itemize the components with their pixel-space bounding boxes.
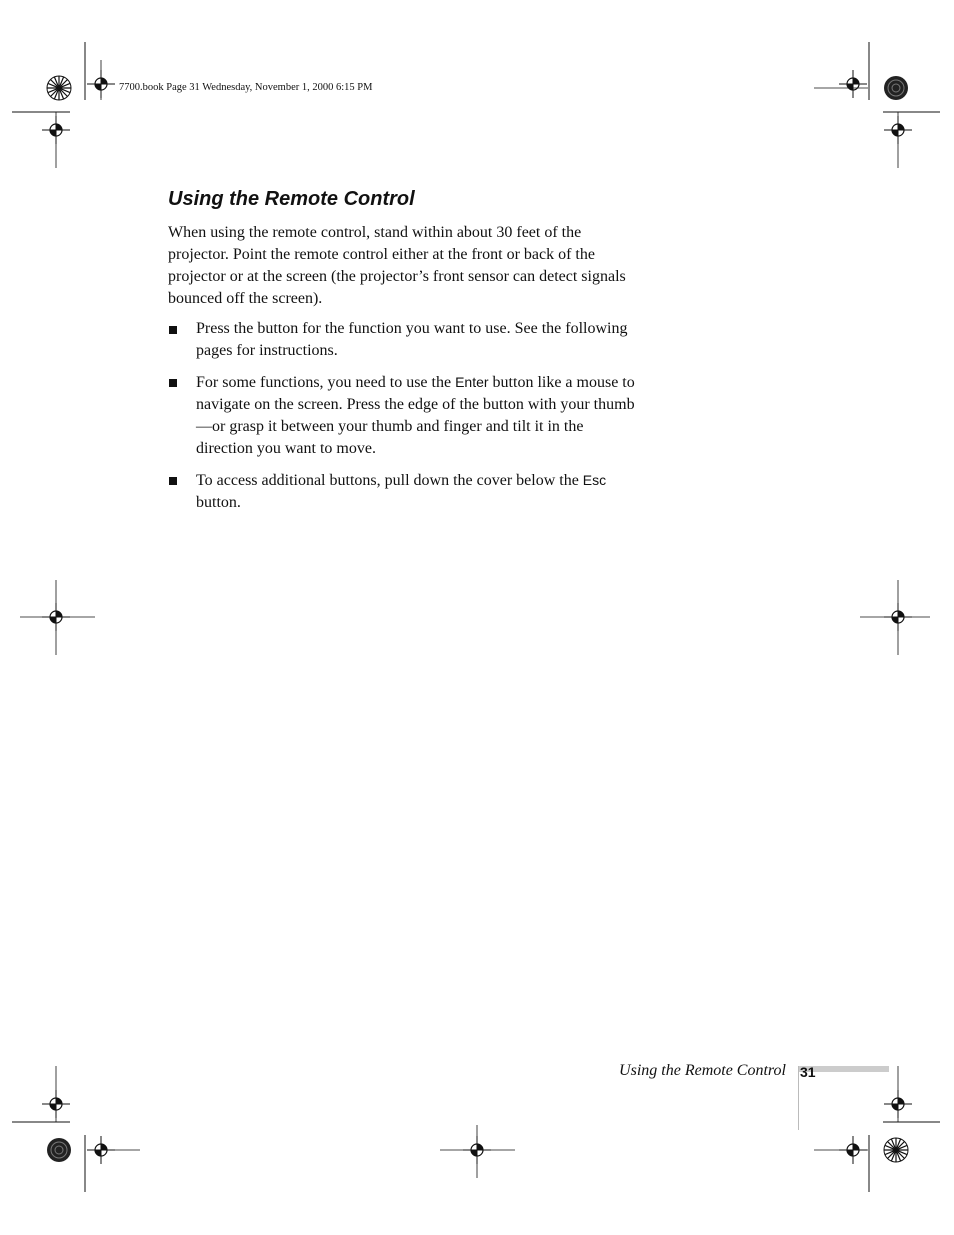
square-bullet-icon <box>169 477 177 485</box>
enter-button-term: Enter <box>455 374 489 390</box>
square-bullet-icon <box>169 379 177 387</box>
footer-rule <box>798 1066 799 1130</box>
running-footer-title: Using the Remote Control <box>619 1062 786 1079</box>
list-item <box>168 469 638 514</box>
page-number: 31 <box>800 1064 816 1080</box>
list-item-text: To access additional buttons, pull down the cover below the <box>196 472 583 489</box>
list-item <box>168 371 638 460</box>
intro-paragraph: When using the remote control, stand within about 30 feet of the projector. Point the remote control either at the front or back of the projector or at the screen (the projector’s front sensor can detect signals bounced off the screen). <box>168 224 626 307</box>
list-item-text: For some functions, you need to use the <box>196 374 456 391</box>
section-heading: Using the Remote Control <box>168 188 415 210</box>
list-item-text: Press the button for the function you want to use. See the following pages for instructions. <box>196 320 628 359</box>
list-item-text: button like a mouse to navigate on the screen. Press the edge of the button with your thumb—or grasp it between your thumb and finger and tilt it in the direction you want to move. <box>196 374 635 457</box>
esc-button-term: Esc <box>582 472 607 488</box>
list-item-text: button. <box>196 494 241 511</box>
print-slug: 7700.book Page 31 Wednesday, November 1, 2000 6:15 PM <box>119 82 373 93</box>
square-bullet-icon <box>169 326 177 334</box>
list-item <box>168 318 638 362</box>
instruction-list <box>168 318 638 523</box>
